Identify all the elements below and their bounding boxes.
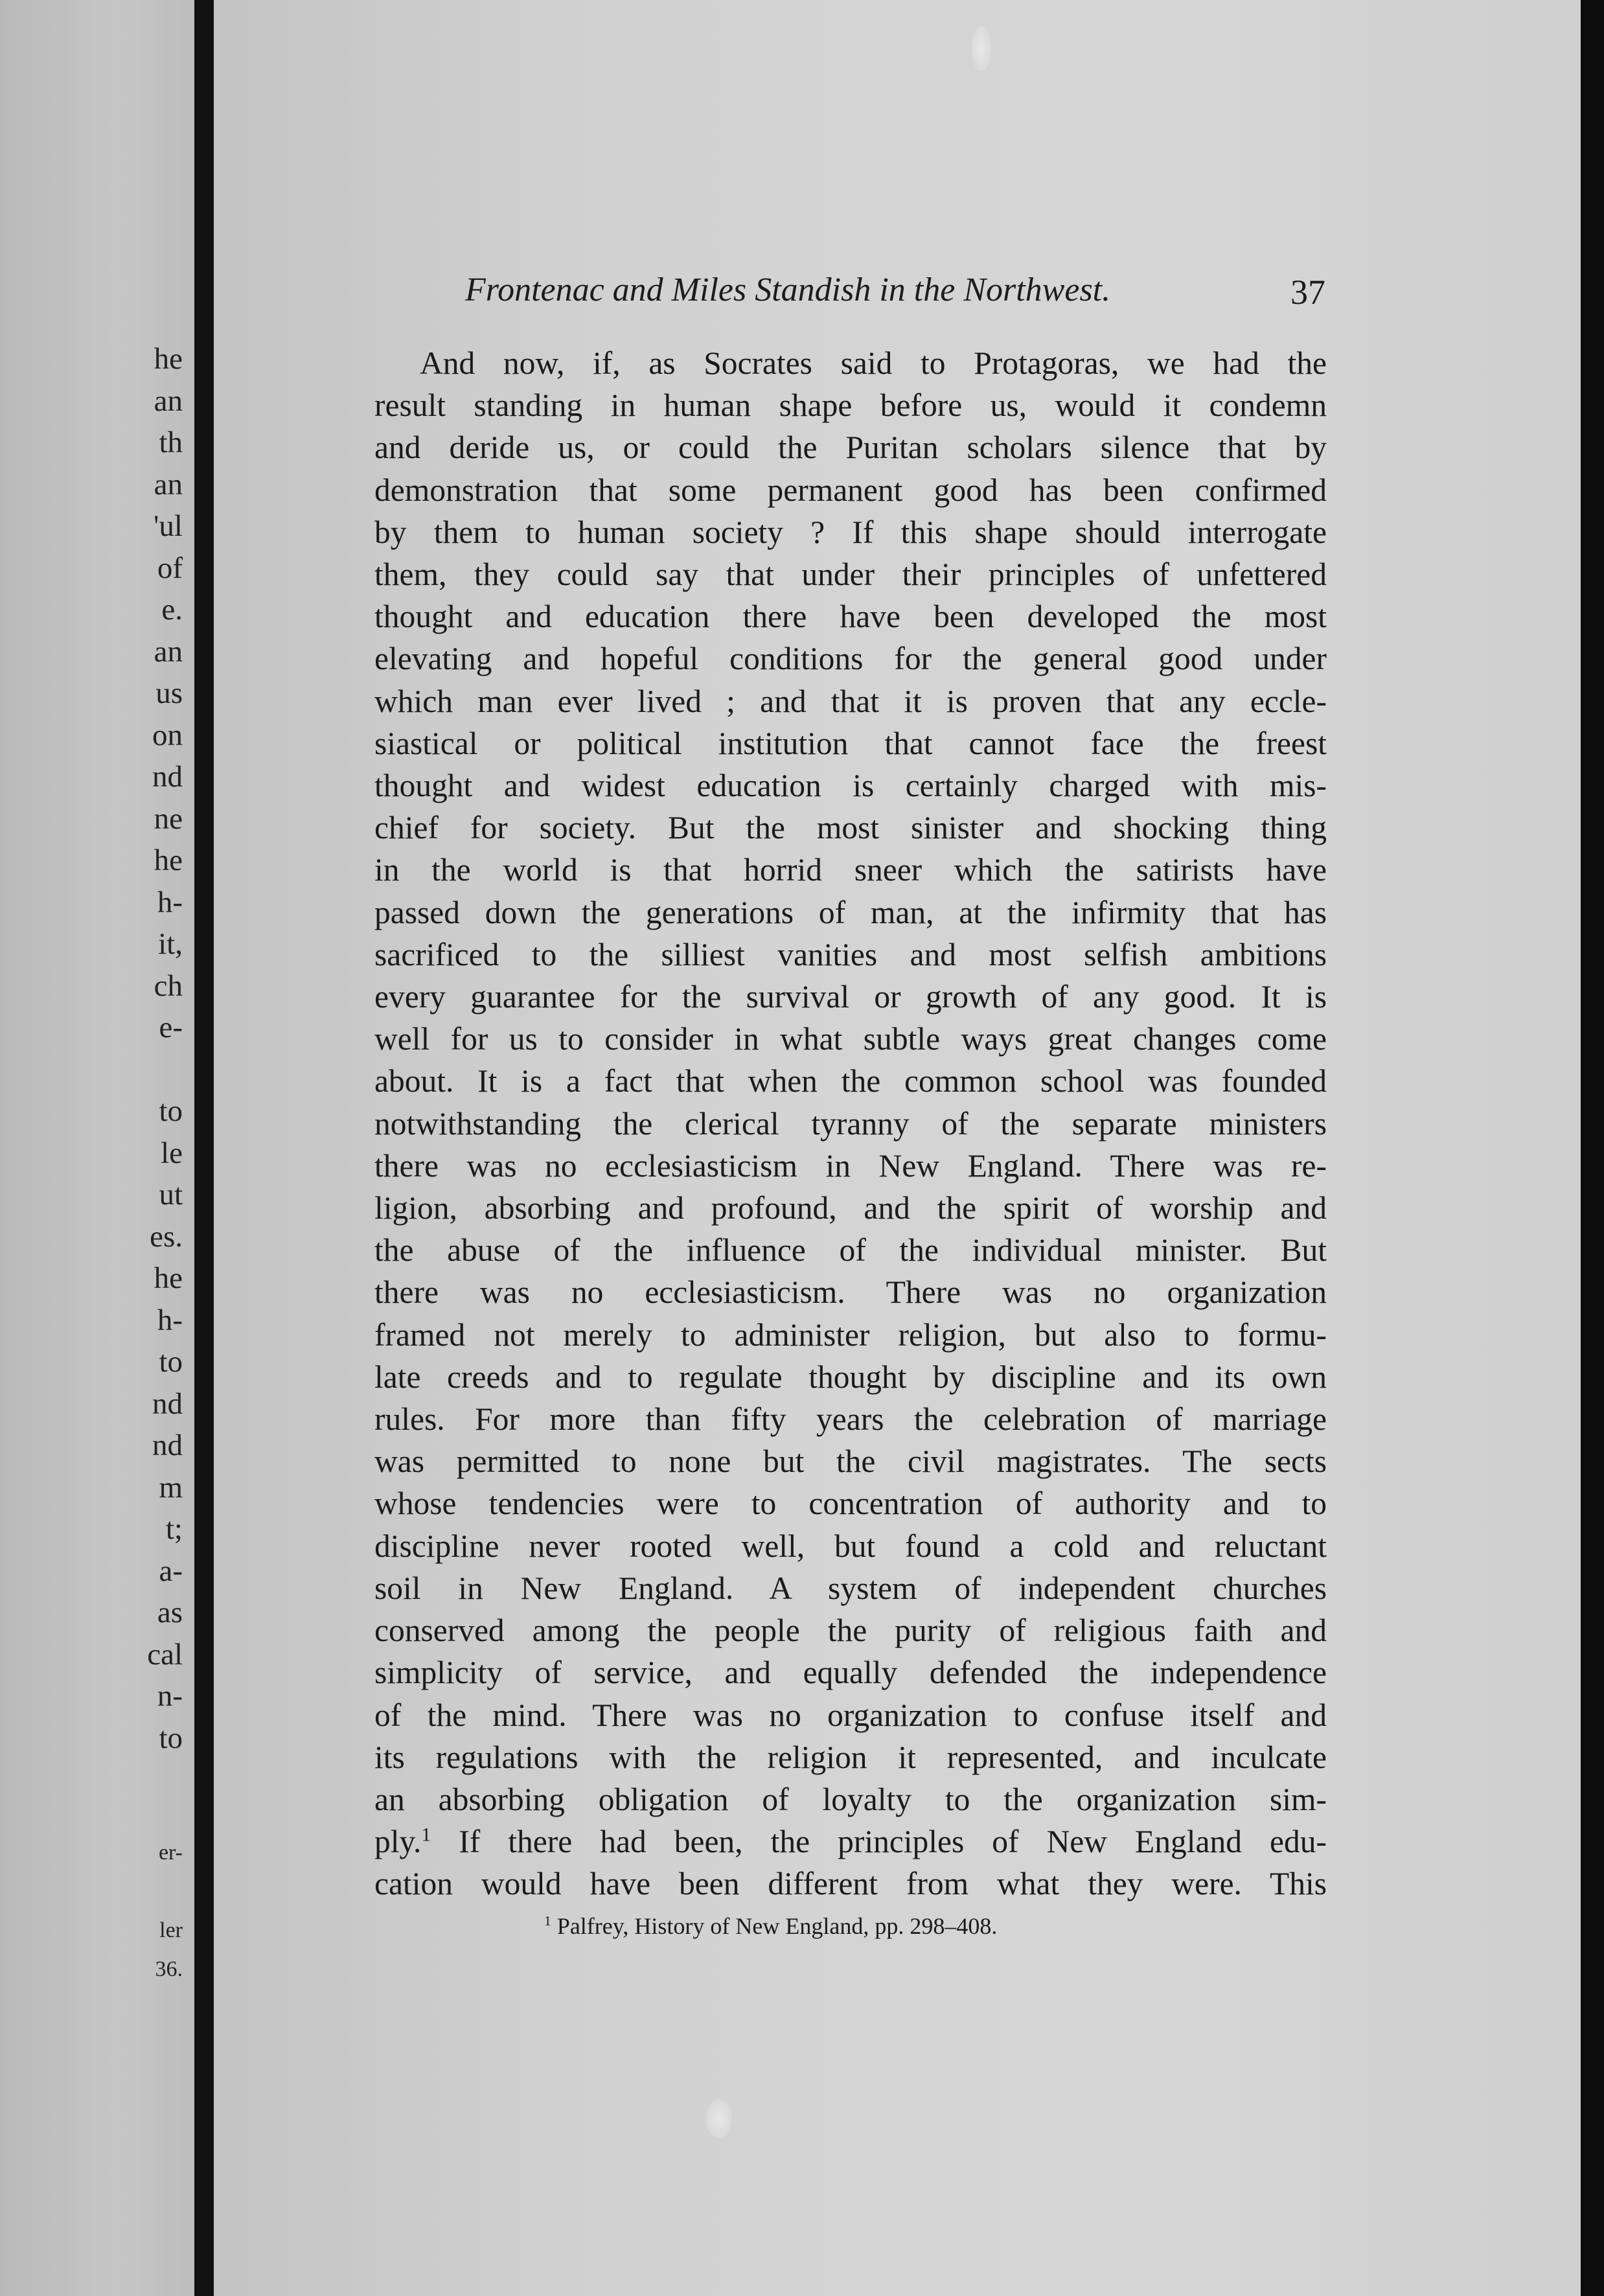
left-fragment: on <box>152 718 183 752</box>
running-head: Frontenac and Miles Standish in the Northwest. <box>465 271 1111 308</box>
text-line: there was no ecclesiasticism in New England. There was re- <box>374 1147 1327 1184</box>
text-line: was permitted to none but the civil magistrates. The sects <box>374 1443 1327 1480</box>
text-line: an absorbing obligation of loyalty to the organization sim- <box>374 1781 1327 1817</box>
left-fragment: it, <box>158 927 183 961</box>
text-line: soil in New England. A system of independent churches <box>374 1570 1327 1606</box>
text-line: which man ever lived ; and that it is proven that any eccle- <box>374 683 1327 719</box>
left-note-fragment <box>155 1872 183 1911</box>
body-text <box>374 342 1327 1905</box>
text-line: conserved among the people the purity of religious faith and <box>374 1613 1327 1649</box>
text-line: there was no ecclesiasticism. There was no organization <box>374 1274 1327 1311</box>
text-line: thought and education there have been developed the most <box>374 599 1327 635</box>
left-page-text-fragments <box>147 338 183 1759</box>
text-line: in the world is that horrid sneer which the satirists have <box>374 852 1327 888</box>
text-line: result standing in human shape before us, would it condemn <box>374 387 1327 424</box>
left-page-edge <box>0 0 194 2296</box>
left-fragment: th <box>159 426 183 459</box>
left-fragment: to <box>159 1094 183 1128</box>
left-fragment: an <box>154 384 183 418</box>
left-fragment: ut <box>159 1178 183 1211</box>
left-page-footnote-fragments <box>155 1833 183 1989</box>
footnote <box>544 1912 997 1940</box>
text-line: its regulations with the religion it represented, and inculcate <box>374 1739 1327 1775</box>
book-gutter <box>194 0 214 2296</box>
left-fragment: m <box>159 1470 183 1504</box>
page-number: 37 <box>1290 273 1325 312</box>
left-fragment: to <box>159 1345 183 1379</box>
text-line: passed down the generations of man, at the infirmity that has <box>374 894 1327 930</box>
scan-speck <box>972 26 991 71</box>
left-fragment: to <box>159 1721 183 1755</box>
text-line: and deride us, or could the Puritan scholars silence that by <box>374 430 1327 466</box>
text-line: well for us to consider in what subtle ways great changes come <box>374 1021 1327 1057</box>
left-fragment: cal <box>147 1637 183 1671</box>
text-line: elevating and hopeful conditions for the general good under <box>374 641 1327 677</box>
text-line: cation would have been different from what they were. This <box>374 1866 1327 1902</box>
text-segment: ply. <box>374 1824 422 1860</box>
left-fragment: ch <box>154 969 183 1003</box>
left-fragment: le <box>161 1136 183 1170</box>
scan-speck <box>706 2099 732 2138</box>
left-note-fragment: ler <box>159 1918 183 1942</box>
left-fragment: an <box>154 467 183 501</box>
text-line: thought and widest education is certainly charged with mis- <box>374 768 1327 804</box>
text-line <box>374 1820 1327 1863</box>
text-line: chief for society. But the most sinister and shocking thing <box>374 810 1327 846</box>
left-fragment: nd <box>152 1429 183 1462</box>
left-fragment: of <box>157 551 183 585</box>
left-fragment: e. <box>161 593 183 626</box>
text-segment: If there had been, the principles of New England edu- <box>431 1824 1327 1860</box>
left-fragment: n- <box>157 1679 183 1713</box>
text-line: simplicity of service, and equally defended the independence <box>374 1655 1327 1691</box>
left-fragment: nd <box>152 1386 183 1421</box>
text-line: notwithstanding the clerical tyranny of the separate ministers <box>374 1105 1327 1142</box>
left-fragment: as <box>157 1596 183 1629</box>
left-fragment: h- <box>157 1303 183 1337</box>
text-line: ligion, absorbing and profound, and the spirit of worship and <box>374 1190 1327 1226</box>
footnote-text: Palfrey, History of New England, pp. 298–408. <box>551 1913 998 1939</box>
left-fragment <box>147 1049 183 1091</box>
text-line: siastical or political institution that cannot face the freest <box>374 725 1327 761</box>
left-fragment: he <box>154 844 183 877</box>
page-edge <box>1581 0 1604 2296</box>
text-line: them, they could say that under their principles of unfettered <box>374 557 1327 593</box>
text-line: discipline never rooted well, but found a cold and reluctant <box>374 1528 1327 1564</box>
left-fragment: nd <box>152 760 183 794</box>
text-line: about. It is a fact that when the common school was founded <box>374 1063 1327 1099</box>
left-fragment: h- <box>157 885 183 919</box>
text-line: late creeds and to regulate thought by discipline and its own <box>374 1359 1327 1395</box>
text-line: of the mind. There was no organization to confuse itself and <box>374 1697 1327 1733</box>
left-fragment: an <box>154 634 183 669</box>
text-line: by them to human society ? If this shape should interrogate <box>374 514 1327 550</box>
left-fragment: he <box>154 342 183 376</box>
left-fragment: a- <box>159 1554 183 1588</box>
text-line: the abuse of the influence of the individual minister. But <box>374 1232 1327 1269</box>
left-fragment: es. <box>150 1219 183 1254</box>
text-line: demonstration that some permanent good has been confirmed <box>374 472 1327 508</box>
footnote-marker: 1 <box>544 1913 551 1929</box>
text-line: sacrificed to the silliest vanities and most selfish ambitions <box>374 936 1327 972</box>
text-line: every guarantee for the survival or growth of any good. It is <box>374 979 1327 1015</box>
text-line: framed not merely to administer religion, but also to formu- <box>374 1316 1327 1353</box>
left-fragment: us <box>155 676 183 710</box>
left-note-fragment: 36. <box>155 1957 183 1981</box>
left-fragment: he <box>154 1261 183 1295</box>
left-fragment: ne <box>154 801 183 836</box>
footnote-reference: 1 <box>421 1824 431 1846</box>
left-fragment: t; <box>165 1512 183 1546</box>
text-line: whose tendencies were to concentration of authority and to <box>374 1486 1327 1522</box>
left-note-fragment: er- <box>158 1841 183 1865</box>
text-line: rules. For more than fifty years the celebration of marriage <box>374 1401 1327 1438</box>
text-line: And now, if, as Socrates said to Protagoras, we had the <box>420 345 1327 381</box>
left-fragment: e- <box>159 1011 183 1044</box>
left-fragment: 'ul <box>153 509 183 543</box>
